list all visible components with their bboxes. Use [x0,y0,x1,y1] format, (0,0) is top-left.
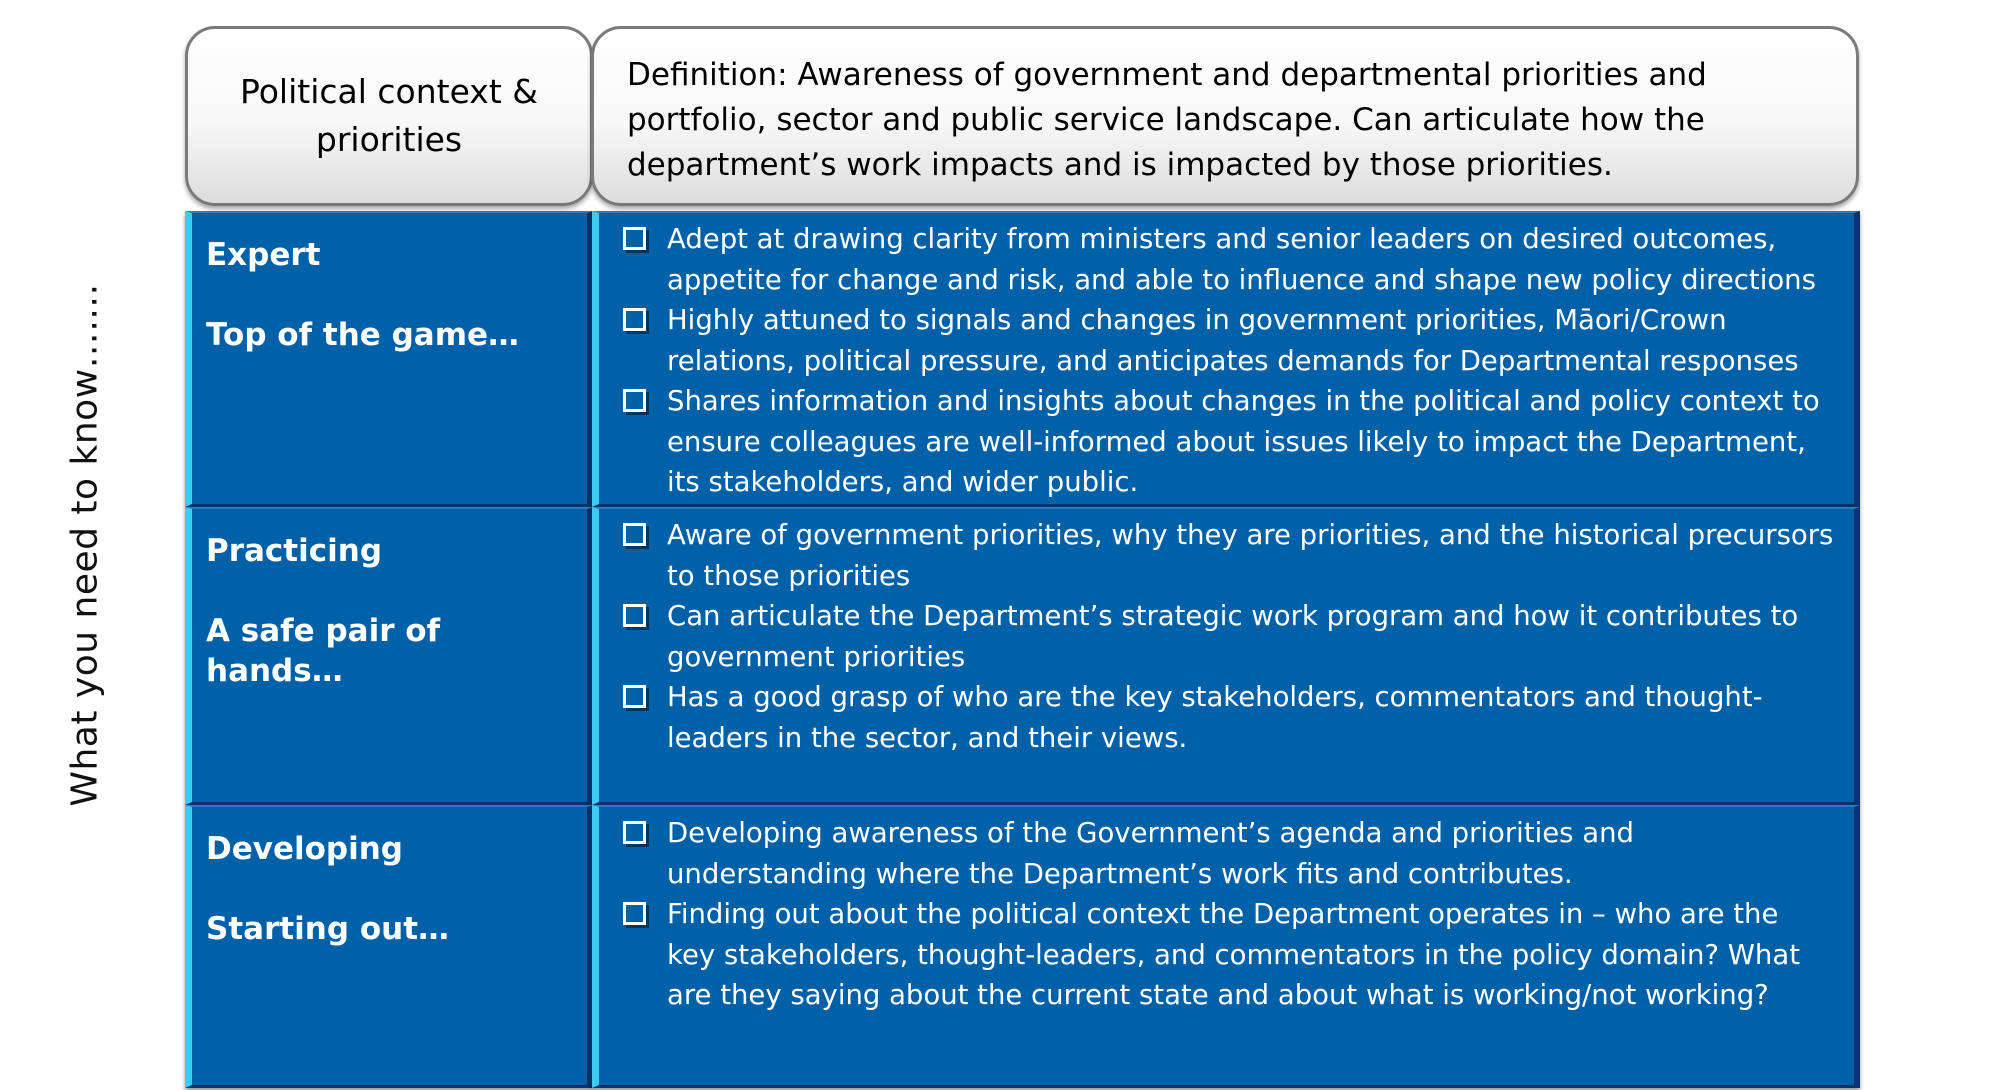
checklist-item [619,300,1834,381]
level-cell-expert [185,211,593,507]
checklist-item [619,596,1834,677]
checklist-item-text: Finding out about the political context the Department operates in – who are the key stakeholders, thought-leaders, and commentators in the policy domain? What are they saying about the current state and about what is working/not working? [667,898,1800,1011]
competency-title [185,26,593,206]
checklist-item [619,894,1834,1016]
definition-box [591,26,1859,206]
checkbox-icon [623,685,646,708]
checkbox-icon [623,227,646,250]
checklist-item-text: Can articulate the Department’s strategic work program and how it contributes to government priorities [667,600,1799,673]
level-name: Practicing [206,533,383,569]
level-subtitle: A safe pair of hands… [206,613,441,689]
checklist-item-text: Shares information and insights about changes in the political and policy context to ensure colleagues are well-informed about issues likely to impact the Department, its stakeholders, and wider public. [667,385,1820,498]
competency-title-text: Political context & priorities [240,72,538,159]
checkbox-icon [623,523,646,546]
checklist-item-text: Adept at drawing clarity from ministers and senior leaders on desired outcomes, appetite for change and risk, and able to influence and shape new policy directions [667,223,1816,296]
checkbox-icon [623,604,646,627]
checklist-item [619,219,1834,300]
checklist-item-text: Has a good grasp of who are the key stakeholders, commentators and thought-leaders in the sector, and their views. [667,681,1763,754]
checklist-item [619,677,1834,758]
checkbox-icon [623,308,646,331]
level-description-developing [592,805,1860,1088]
checklist-item-text: Highly attuned to signals and changes in government priorities, Māori/Crown relations, political pressure, and anticipates demands for Departmental responses [667,304,1799,377]
checkbox-icon [623,821,646,844]
level-name: Expert [206,237,321,273]
level-description-expert [592,211,1860,507]
checklist-item-text: Aware of government priorities, why they are priorities, and the historical precursors to those priorities [667,519,1834,592]
checklist-item [619,813,1834,894]
level-cell-developing [185,805,593,1088]
checklist-item [619,381,1834,503]
level-name: Developing [206,831,403,867]
level-subtitle: Top of the game… [206,317,520,353]
definition-text: Definition: Awareness of government and departmental priorities and portfolio, sector and public service landscape. Can articulate how the department’s work impacts and is impacted by those priorities. [627,57,1707,183]
checkbox-icon [623,389,646,412]
side-label: What you need to know……. [64,283,106,807]
level-cell-practicing [185,507,593,805]
level-subtitle: Starting out… [206,911,450,947]
checklist-item-text: Developing awareness of the Government’s agenda and priorities and understanding where the Department’s work fits and contributes. [667,817,1634,890]
checklist-item [619,515,1834,596]
checkbox-icon [623,902,646,925]
level-description-practicing [592,507,1860,805]
